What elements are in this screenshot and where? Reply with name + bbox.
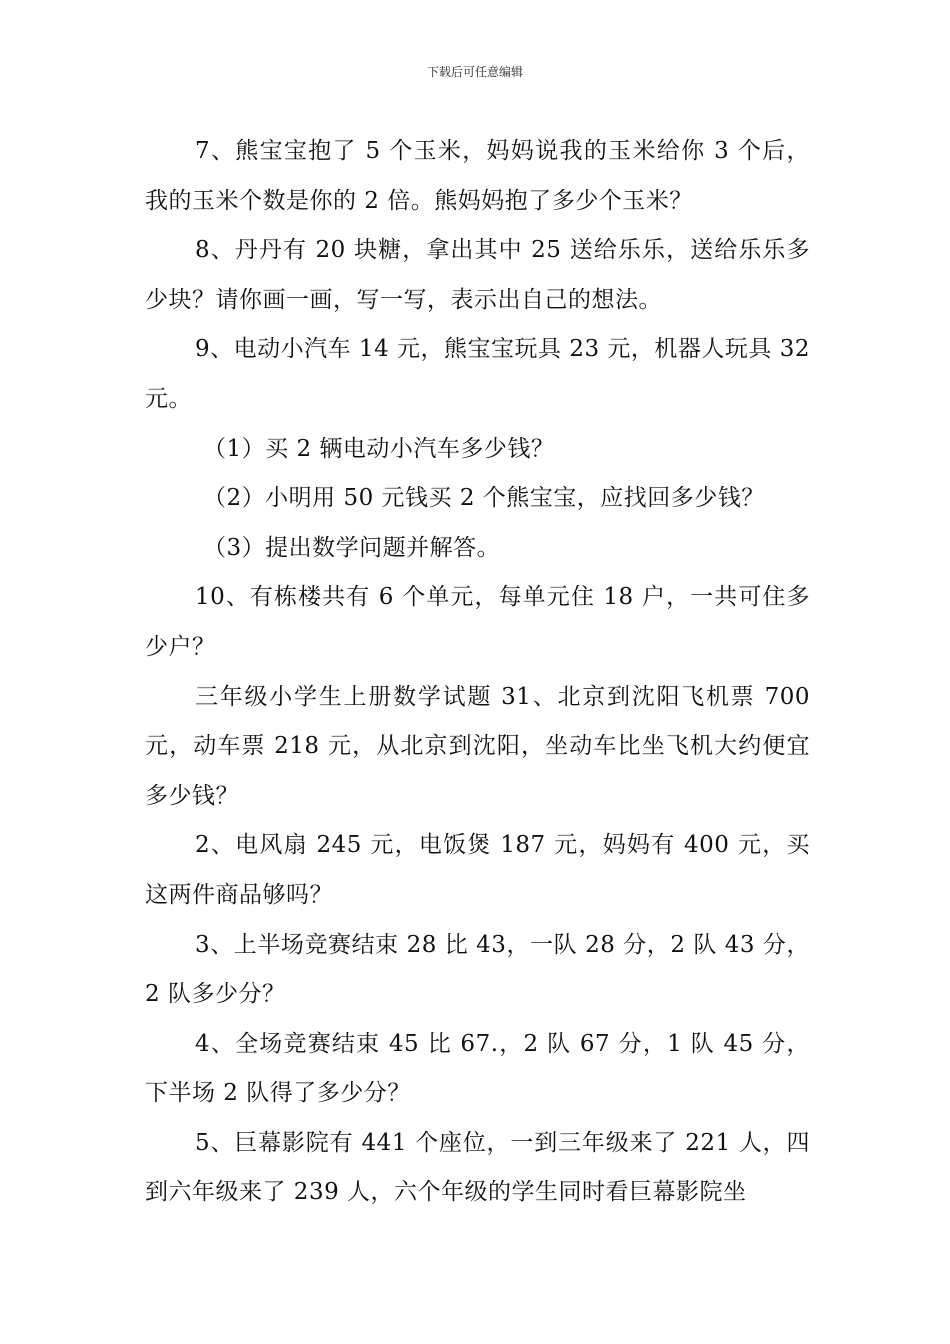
question-9-part-2: （2）小明用 50 元钱买 2 个熊宝宝，应找回多少钱？ [203,485,765,512]
document-body [145,127,810,1218]
page-header-note: 下载后可任意编辑 [426,65,523,79]
question-8: 8、丹丹有 20 块糖，拿出其中 25 送给乐乐，送给乐乐多少块？请你画一画，写一写，表示出自己的想法。 [145,237,810,313]
question-10: 10、有栋楼共有 6 个单元，每单元住 18 户，一共可住多少户？ [145,584,810,660]
question-9-part-1: （1）买 2 辆电动小汽车多少钱？ [203,435,555,462]
section-2-question-2: 2、电风扇 245 元，电饭煲 187 元，妈妈有 400 元，买这两件商品够吗？ [145,832,810,908]
section-2-question-5: 5、巨幕影院有 441 个座位，一到三年级来了 221 人，四到六年级来了 239 人，六个年级的学生同时看巨幕影院坐 [145,1129,810,1206]
question-7: 7、熊宝宝抱了 5 个玉米，妈妈说我的玉米给你 3 个后，我的玉米个数是你的 2 倍。熊妈妈抱了多少个玉米？ [145,138,810,214]
question-9-part-3: （3）提出数学问题并解答。 [203,534,501,561]
question-9: 9、电动小汽车 14 元，熊宝宝玩具 23 元，机器人玩具 32 元。 [145,336,810,412]
section-2-question-3: 3、上半场竞赛结束 28 比 43，一队 28 分，2 队 43 分，2 队多少分？ [145,931,810,1008]
section-2-question-4: 4、全场竞赛结束 45 比 67.，2 队 67 分，1 队 45 分，下半场 2 队得了多少分？ [145,1030,810,1107]
section-2-question-1: 三年级小学生上册数学试题 31、北京到沈阳飞机票 700 元，动车票 218 元，从北京到沈阳，坐动车比坐飞机大约便宜多少钱？ [145,683,810,809]
